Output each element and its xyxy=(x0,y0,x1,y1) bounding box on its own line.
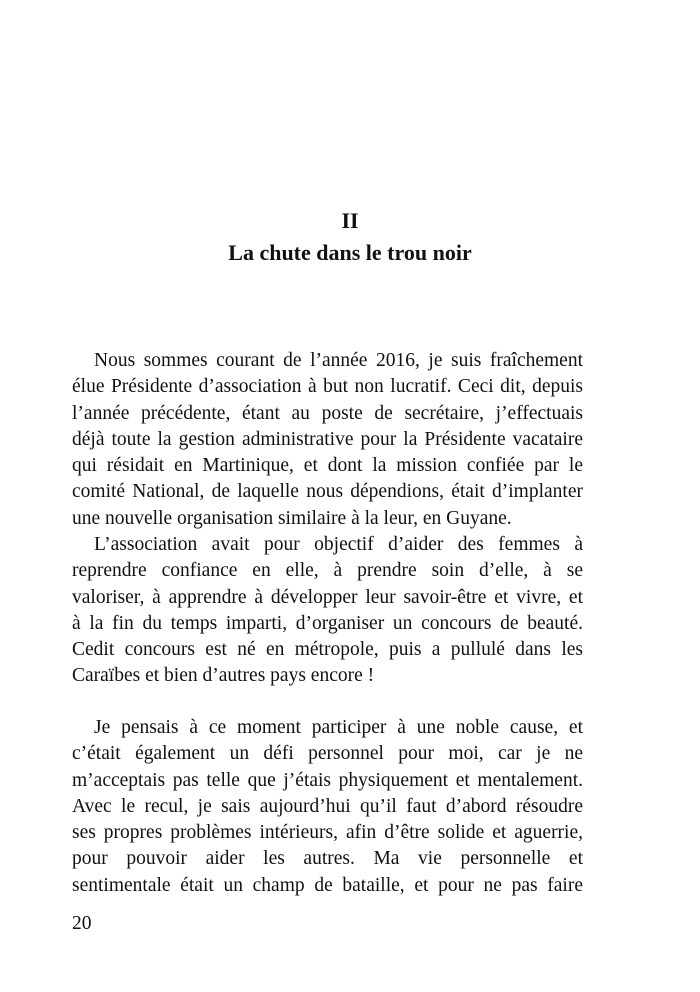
text-line: déjà toute la gestion administrative pour la Présidente vacataire xyxy=(72,428,583,450)
text-line: qui résidait en Martinique, et dont la mission confiée par le xyxy=(72,455,583,477)
text-line: élue Présidente d’association à but non lucratif. Ceci dit, depuis xyxy=(72,376,583,398)
text-line: Cedit concours est né en métropole, puis a pullulé dans les xyxy=(72,639,583,661)
text-line: c’était également un défi personnel pour moi, car je ne xyxy=(72,743,583,765)
text-line: Avec le recul, je sais aujourd’hui qu’il faut d’abord résoudre xyxy=(72,795,583,817)
chapter-title: La chute dans le trou noir xyxy=(228,240,472,265)
text-line: Je pensais à ce moment participer à une noble cause, et xyxy=(94,717,583,738)
text-line: l’année précédente, étant au poste de secrétaire, j’effectuais xyxy=(72,402,583,424)
text-line: sentimentale était un champ de bataille, et pour ne pas faire xyxy=(72,874,583,896)
text-line: reprendre confiance en elle, à prendre soin d’elle, à se xyxy=(72,560,583,582)
paragraph-3 xyxy=(72,715,583,899)
text-line: une nouvelle organisation similaire à la leur, en Guyane. xyxy=(72,507,512,529)
text-line: Nous sommes courant de l’année 2016, je suis fraîchement xyxy=(94,350,583,371)
chapter-number: II xyxy=(341,208,359,233)
text-line: m’acceptais pas telle que j’étais physiquement et mentalement. xyxy=(72,769,583,791)
text-line: L’association avait pour objectif d’aider des femmes à xyxy=(94,534,583,555)
paragraph-1 xyxy=(72,348,583,532)
text-line: ses propres problèmes intérieurs, afin d’être solide et aguerrie, xyxy=(72,822,583,844)
page-number: 20 xyxy=(72,913,92,934)
text-line: à la fin du temps imparti, d’organiser un concours de beauté. xyxy=(72,612,583,634)
text-line: pour pouvoir aider les autres. Ma vie personnelle et xyxy=(72,848,583,870)
paragraph-2 xyxy=(72,532,583,690)
text-line: valoriser, à apprendre à développer leur savoir-être et vivre, et xyxy=(72,586,583,608)
text-line: Caraïbes et bien d’autres pays encore ! xyxy=(72,665,375,687)
text-line: comité National, de laquelle nous dépendions, était d’implanter xyxy=(72,481,583,503)
